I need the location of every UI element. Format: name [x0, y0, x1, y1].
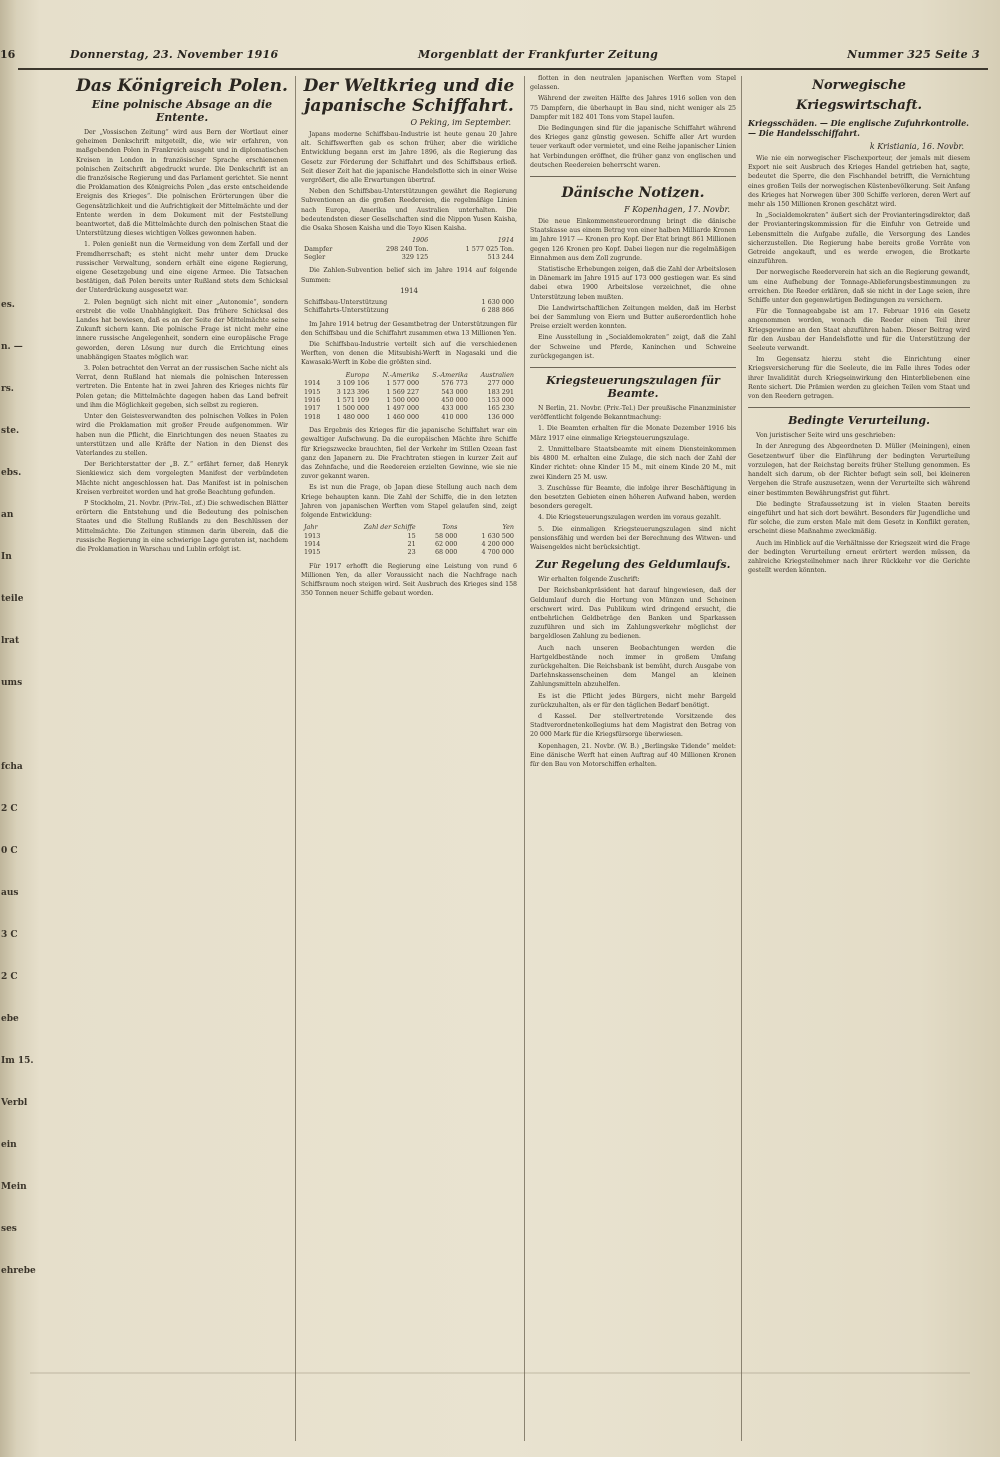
table-cell: Dampfer [304, 244, 333, 253]
article-dateline: O Peking, im September. [410, 118, 511, 127]
paragraph: 4. Die Kriegsteuerungszulagen werden im voraus gezahlt. [538, 514, 721, 522]
table-cell: 4 700 000 [481, 548, 514, 557]
paragraph: Der Reichsbankpräsident hat darauf hingewiesen, daß der Geldumlauf durch die Hortung von Münzen und Scheinen erschwert wird. Das Publikum wird dringend ersucht, die entbehrlichen Geldbeträge den Banken und Sparkassen zuzuführen und sich im Zahlungsverkehr möglichst der bargeldlosen Zahlung zu bedienen. [530, 587, 736, 641]
table-cell: 298 240 Ton. [386, 244, 429, 253]
table-row [301, 388, 517, 396]
paragraph: In der Anregung des Abgeordneten D. Müller (Meiningen), einen Gesetzentwurf über die Einführung der bedingten Verurteilung vorzulegen, hat der Reichstag bereits früher Stellung genommen. Es handelt sich darum, ob der Richter befugt sein soll, bei kleineren Vergehen die Strafe auszusetzen, wenn der Verurteilte sich während einer bestimmten Bewährungsfrist gut führt. [748, 443, 970, 497]
table-row [301, 540, 517, 548]
paragraph: Wir erhalten folgende Zuschrift: [538, 576, 640, 584]
table-cell: 1917 [304, 404, 321, 413]
column-3 [530, 74, 736, 1444]
edge-text-fragment: 0 C [1, 846, 18, 856]
table-cell: 1914 [304, 379, 321, 388]
edge-text-fragment: Im 15. [1, 1056, 34, 1066]
table-header-cell: Australien [480, 370, 514, 379]
table-cell: 23 [407, 548, 416, 557]
table-cell: 1 577 025 Ton. [465, 244, 514, 253]
article-body [530, 74, 736, 170]
table-header-cell: Jahr [304, 523, 318, 532]
table-cell: 153 000 [487, 395, 514, 404]
edge-text-fragment: teile [1, 594, 24, 604]
table-cell: 450 000 [441, 395, 468, 404]
table-cell: 21 [407, 539, 416, 548]
table-cell: 58 000 [434, 531, 458, 540]
paragraph: Das Ergebnis des Krieges für die japanische Schiffahrt war ein gewaltiger Aufschwung. Da die europäischen Mächte ihre Schiffe für Kriegszwecke brauchten, fiel der Verkehr im Stillen Ozean fast ganz den Japanern zu. Die Frachtraten stiegen in kurzer Zeit auf das Zehnfache, und die Reedereien erzielten Gewinne, wie sie nie zuvor gekannt waren. [301, 427, 517, 481]
paragraph: Während der zweiten Hälfte des Jahres 1916 sollen von den 75 Dampfern, die überhaupt in Bau sind, nicht weniger als 25 Dampfer mit 182 401 Tons vom Stapel laufen. [530, 95, 736, 121]
paragraph: Neben den Schiffsbau-Unterstützungen gewährt die Regierung Subventionen an die großen Reedereien, die regelmäßige Linien nach Europa, Amerika und Australien unterhalten. Die bedeutendsten dieser Gesellschaften sind die Nippon Yusen Kaisha, die Osaka Shosen Kaisha und die Toyo Kisen Kaisha. [301, 188, 517, 233]
paragraph: N Berlin, 21. Novbr. (Priv.-Tel.) Der preußische Finanzminister veröffentlicht folgende Bekanntmachung: [530, 405, 736, 422]
table-cell: 3 109 106 [336, 379, 370, 388]
subsidy-table [301, 298, 517, 315]
article-subhead: Eine polnische Absage an die Entente. [91, 98, 273, 124]
edge-text-fragment: n. — [1, 342, 23, 352]
article-body [748, 154, 970, 401]
adjacent-page-edge [0, 0, 36, 1457]
divider [530, 367, 736, 368]
paragraph: Der „Vossischen Zeitung“ wird aus Bern der Wortlaut einer geheimen Denkschrift mitgeteilt, die, wie wir erfahren, von maßgebenden Polen in Frankreich ausgeht und in diplomatischen Kreisen in London in französischer Sprache erschienenen polnischen Zeitschrift abgedruckt wurde. Die Denkschrift ist an die französische Regierung und das Parlament gerichtet. Sie nennt die Proklamation des Königreichs Polen „das erste entscheidende Ereignis des Krieges“. Die polnischen Erörterungen über die Gegensätzlichkeit und die Aufrichtigkeit der Mittelmächte und der Entente werden in dem Dokument mit der Feststellung beantwortet, daß die Mittelmächte durch den polnischen Staat die Unterstützung dieses wichtigen Volkes gewonnen haben. [76, 129, 288, 238]
edge-text-fragment: In [1, 552, 12, 562]
table-cell: 1 630 500 [481, 531, 514, 540]
paragraph: Statistische Erhebungen zeigen, daß die Zahl der Arbeitslosen in Dänemark im Jahre 1915 auf 173 000 gestiegen war. Es sind dabei etwa 1900 Arbeitslose verzeichnet, die ohne Unterstützung leben mußten. [530, 266, 736, 301]
paragraph: Die neue Einkommensteuerordnung bringt die dänische Staatskasse aus einem Betrag von einer halben Milliarde Kronen im Jahre 1917 — Kronen pro Kopf. Der Etat bringt 861 Millionen gegen 126 Kronen pro Kopf. Dabei liegen nur die regelmäßigen Einnahmen aus dem Zoll zugrunde. [530, 218, 736, 262]
table-row [301, 404, 517, 412]
table-cell: 1915 [304, 548, 321, 557]
table-cell: 1 500 000 [336, 404, 370, 413]
header-date: Donnerstag, 23. November 1916 [70, 48, 279, 61]
paragraph: Unter den Geistesverwandten des polnischen Volkes in Polen wird die Proklamation mit großer Freude aufgenommen. Wir haben nun die Pflicht, die Einrichtungen des neuen Staates zu unterstützen und alle Kräfte der Nation in den Dienst des Vaterlandes zu stellen. [76, 413, 288, 457]
table-cell: 1913 [304, 531, 321, 540]
paragraph: 5. Die einmaligen Kriegsteuerungszulagen sind nicht pensionsfähig und werden bei der Berechnung des Witwen- und Waisengeldes nicht berücksichtigt. [530, 525, 736, 551]
table-row [301, 379, 517, 387]
article-dateline: F Kopenhagen, 17. Novbr. [624, 205, 730, 215]
table-header-cell: 1914 [497, 236, 514, 245]
paragraph: Im Gegensatz hierzu steht die Einrichtung einer Kriegsversicherung für die Seeleute, die im Falle ihres Todes oder ihrer Invalidität durch Kriegseinwirkung den Hinterbliebenen eine Rente sichert. Die Prämien werden zu gleichen Teilen vom Staat und von den Reedern getragen. [748, 356, 970, 401]
edge-text-fragment: ebs. [1, 468, 22, 478]
article-headline: Das Königreich Polen. [76, 76, 288, 96]
article-body [530, 217, 736, 361]
trade-routes-table [301, 371, 517, 421]
article-headline: Zur Regelung des Geldumlaufs. [535, 558, 731, 572]
table-cell: 15 [407, 531, 416, 540]
paragraph: Auch im Hinblick auf die Verhältnisse der Kriegszeit wird die Frage der bedingten Verurteilung erneut erörtert werden müssen, da zahlreiche Kriegsteilnehmer nach ihrer Rückkehr vor die Gerichte gestellt werden könnten. [748, 539, 970, 575]
edge-text-fragment: lrat [1, 636, 20, 646]
header-issue-page: Nummer 325 Seite 3 [847, 48, 980, 61]
paragraph: Der norwegische Reederverein hat sich an die Regierung gewandt, um eine Aufhebung der Tonnage-Ablieferungsbestimmungen zu erreichen. Die Reeder erklären, daß sie nicht in der Lage seien, ihre Schiffe unter den gegenwärtigen Bedingungen zu versichern. [748, 269, 970, 305]
table-cell: 4 200 000 [481, 539, 514, 548]
table-cell: 3 123 396 [336, 387, 370, 396]
table-cell: 183 291 [487, 387, 514, 396]
table-header-cell [301, 371, 327, 379]
shipbuilding-table [301, 523, 517, 557]
paragraph: flotten in den neutralen japanischen Werften vom Stapel gelassen. [530, 75, 736, 92]
table-cell: 1 577 000 [386, 379, 420, 388]
article-body [530, 404, 736, 552]
left-page-number-fragment: 16 [0, 48, 16, 61]
edge-text-fragment: 2 C [1, 804, 18, 814]
divider [530, 176, 736, 177]
paragraph: 2. Polen begnügt sich nicht mit einer „Autonomie“, sondern erstrebt die volle Unabhängigkeit. Das frühere Schicksal des Landes hat bewiesen, daß es an der Seite der Mittelmächte seine Zukunft sichern kann. Die polnische Frage ist nicht mehr eine innere russische Angelegenheit, sondern eine europäische Frage geworden, deren Lösung nur durch die Errichtung eines unabhängigen Staates möglich war. [76, 298, 288, 361]
table-header-cell: S.-Amerika [432, 370, 468, 379]
table-cell: 1914 [304, 539, 321, 548]
edge-text-fragment: aus [1, 888, 19, 898]
table-cell: 576 773 [441, 379, 468, 388]
table-header-cell: Europa [345, 370, 370, 379]
table-header-cell: 1906 [411, 236, 429, 245]
table-cell: 6 288 866 [481, 306, 514, 315]
paragraph: d Kassel. Der stellvertretende Vorsitzende des Stadtverordnetenkollegiums hat dem Magistrat den Betrag von 20 000 Mark für die Kriegsfürsorge überwiesen. [530, 712, 736, 739]
table-cell: Schiffahrts-Unterstützung [304, 306, 389, 315]
paragraph: Eine Ausstellung in „Socialdemokraten“ zeigt, daß die Zahl der Schweine und Pferde, Kaninchen und Schweine zurückgegangen ist. [530, 334, 736, 360]
paragraph: Japans moderne Schiffsbau-Industrie ist heute genau 20 Jahre alt. Schiffswerften gab es schon früher, aber die wirkliche Entwicklung begann erst im Jahre 1896, als die Regierung das Gesetz zur Förderung der Schiffahrt und des Schiffsbaus erließ. Seit dieser Zeit hat die japanische Handelsflotte sich in einer Weise vergrößert, die alle Erwartungen übertraf. [301, 131, 517, 185]
table-row [301, 548, 517, 556]
article-body [301, 130, 517, 233]
fleet-tonnage-table [301, 236, 517, 261]
table-row [301, 253, 517, 261]
paragraph: Die Bedingungen sind für die japanische Schiffahrt während des Krieges ganz günstig gewesen. Schiffe aller Art wurden teuer verkauft oder vermietet, und eine Reihe japanischer Linien hat Verbindungen eröffnet, die früher ganz von englischen und deutschen Reedereien beherrscht waren. [530, 125, 736, 169]
edge-text-fragment: ein [1, 1140, 17, 1150]
edge-text-fragment: ehrebe [1, 1266, 36, 1276]
article-headline: Dänische Notizen. [561, 185, 705, 202]
table-cell: 68 000 [434, 548, 458, 557]
table-header-cell: Tons [442, 523, 458, 532]
table-cell: 543 000 [441, 387, 468, 396]
table-row [301, 306, 517, 314]
paragraph: 3. Zuschüsse für Beamte, die infolge ihrer Beschäftigung in den besetzten Gebieten einen höheren Aufwand haben, werden besonders geregelt. [530, 484, 736, 511]
paragraph: 1. Polen genießt nun die Vermeidung von dem Zerfall und der Fremdherrschaft; es steht nicht mehr unter dem Drucke russischer Verwaltung, sondern erhält eine eigene Regierung, eigene Gesetzgebung und eine eigene Armee. Die Tatsachen bestätigen, daß Polen bereits unter Rußland stets dem Schicksal der Unterdrückung ausgesetzt war. [76, 241, 288, 295]
paragraph: Die bedingte Strafaussetzung ist in vielen Staaten bereits eingeführt und hat sich dort bewährt. Besonders für Jugendliche und für solche, die zum ersten Male mit dem Gesetz in Konflikt geraten, erscheint diese Maßnahme zweckmäßig. [748, 500, 970, 536]
paragraph: Die Schiffsbau-Industrie verteilt sich auf die verschiedenen Werften, von denen die Mitsubishi-Werft in Nagasaki und die Kawasaki-Werft in Kobe die größten sind. [301, 341, 517, 367]
table-header-cell: N.-Amerika [382, 370, 420, 379]
edge-text-fragment: Mein [1, 1182, 27, 1192]
paragraph: Im Jahre 1914 betrug der Gesamtbetrag der Unterstützungen für den Schiffsbau und die Schiffahrt zusammen etwa 13 Millionen Yen. [301, 320, 517, 337]
paragraph: In „Socialdemokraten“ äußert sich der Provianteringsdirektor, daß der Provianteringskommission für die Einfuhr von Getreide und Lebensmitteln die Aufgabe zufalle, die Versorgung des Landes sicherzustellen. Die Regierung habe bereits große Vorräte von Getreide angekauft, und es werde erwogen, die Brotkarte einzuführen. [748, 212, 970, 266]
table-cell: 1915 [304, 387, 321, 396]
table-cell: 513 244 [487, 253, 514, 262]
table-header-cell: Yen [502, 523, 514, 532]
paper-crease [30, 1372, 970, 1374]
table-cell: Schiffsbau-Unterstützung [304, 297, 388, 306]
edge-text-fragment: es. [1, 300, 15, 310]
article-headline: Kriegsteuerungszulagen für Beamte. [546, 374, 720, 401]
paragraph: 3. Polen betrachtet den Verrat an der russischen Sache nicht als Verrat, denn Rußland hat niemals die polnischen Interessen vertreten. Die Entente hat in zwei Jahren des Krieges nichts für Polen getan; die Mittelmächte dagegen haben das Land befreit und ihm die Möglichkeit gegeben, sich selbst zu regieren. [76, 365, 288, 409]
edge-text-fragment: ums [1, 678, 23, 688]
column-4 [748, 74, 970, 1444]
column-1 [76, 74, 288, 1444]
table-row [301, 245, 517, 253]
edge-text-fragment: Verbl [1, 1098, 28, 1108]
edge-text-fragment: 2 C [1, 972, 18, 982]
table-cell: 62 000 [434, 539, 458, 548]
table-header-cell: Zahl der Schiffe [363, 523, 416, 532]
table-cell: 433 000 [441, 404, 468, 413]
column-rule [295, 76, 296, 1441]
paragraph: Auch nach unseren Beobachtungen werden die Hartgeldbestände noch immer in großem Umfang zurückgehalten. Die Reichsbank ist bemüht, durch Ausgabe von Darlehnskassenscheinen dem Mangel an kleinen Zahlungsmitteln abzuhelfen. [530, 644, 736, 689]
paragraph: Es ist die Pflicht jedes Bürgers, nicht mehr Bargeld zurückzuhalten, als er für den täglichen Bedarf benötigt. [530, 692, 736, 709]
table-row [301, 413, 517, 421]
table-cell: 1 497 000 [386, 404, 420, 413]
paragraph: Es ist nun die Frage, ob Japan diese Stellung auch nach dem Kriege behaupten kann. Die Zahl der Schiffe, die in den letzten Jahren von japanischen Werften vom Stapel gelaufen sind, zeigt folgende Entwicklung: [301, 484, 517, 519]
paragraph: Für 1917 erhofft die Regierung eine Leistung von rund 6 Millionen Yen, da aller Voraussicht nach die Nachfrage nach Schiffsraum noch steigen wird. Seit Ausbruch des Krieges sind 158 350 Tonnen neuer Schiffe gebaut worden. [301, 562, 517, 598]
article-headline: Der Weltkrieg und die japanische Schiffahrt. [303, 76, 515, 116]
edge-text-fragment: fcha [1, 762, 23, 772]
table-cell: 329 125 [401, 253, 429, 262]
paragraph: 1. Die Beamten erhalten für die Monate Dezember 1916 bis März 1917 eine einmalige Kriegsteuerungszulage. [530, 425, 736, 442]
paragraph: Die Landwirtschaftlichen Zeitungen melden, daß im Herbst bei der Sammlung von Eiern und Butter außerordentlich hohe Preise erzielt werden konnten. [530, 304, 736, 331]
article-headline: Bedingte Verurteilung. [788, 414, 930, 428]
table-row [301, 532, 517, 540]
paragraph: Die Zahlen-Subvention belief sich im Jahre 1914 auf folgende Summen: [301, 267, 517, 284]
paragraph: Von juristischer Seite wird uns geschrieben: [756, 432, 896, 440]
edge-text-fragment: rs. [1, 384, 14, 394]
page-header [18, 44, 988, 70]
paragraph: Der Berichterstatter der „B. Z.“ erfährt ferner, daß Henryk Sienkiewicz sich dem vorgelegten Manifest der verbündeten Mächte nicht angeschlossen hat. Das Manifest ist in polnischen Kreisen verbreitet worden und hat große Beachtung gefunden. [76, 461, 288, 496]
table-cell: 277 000 [487, 379, 514, 388]
article-dateline: k Kristiania, 16. Novbr. [869, 142, 964, 151]
article-body [530, 575, 736, 769]
paragraph: P Stockholm, 21. Novbr. (Priv.-Tel., zf.) Die schwedischen Blätter erörtern die Entstehung und die Bedeutung des polnischen Staates und die Stellung Rußlands zu den Beschlüssen der Mittelmächte. Die Zeitungen stimmen darin überein, daß die russische Regierung in eine schwierige Lage geraten ist, nachdem die Proklamation in Warschau und Lublin erfolgt ist. [76, 499, 288, 553]
table-title: 1914 [400, 286, 418, 295]
header-masthead: Morgenblatt der Frankfurter Zeitung [418, 48, 659, 61]
table-cell: 1 571 109 [336, 395, 370, 404]
article-subhead: Kriegsschäden. — Die englische Zufuhrkontrolle. — Die Handelsschiffahrt. [748, 118, 969, 138]
paragraph: 2. Unmittelbare Staatsbeamte mit einem Diensteinkommen bis 4800 M. erhalten eine Zulage, die sich nach der Zahl der Kinder richtet: ohne Kinder 15 M., mit einem Kinde 20 M., mit zwei Kindern 25 M. usw. [530, 445, 736, 481]
divider [748, 407, 970, 408]
table-cell: 1 460 000 [386, 412, 420, 421]
table-cell: 410 000 [441, 412, 468, 421]
edge-text-fragment: ebe [1, 1014, 19, 1024]
edge-text-fragment: 3 C [1, 930, 18, 940]
table-cell: 1918 [304, 412, 321, 421]
table-cell: Segler [304, 253, 326, 262]
article-body [76, 128, 288, 554]
paragraph: Für die Tonnageabgabe ist am 17. Februar 1916 ein Gesetz angenommen worden, wonach die Reeder einen Teil ihrer Kriegsgewinne an den Staat abzuführen haben. Dieser Beitrag wird für den Ausbau der Handelsflotte und für die Unterstützung der Seeleute verwandt. [748, 308, 970, 353]
edge-text-fragment: an [1, 510, 14, 520]
column-rule [524, 76, 525, 1441]
edge-text-fragment: ses [1, 1224, 17, 1234]
table-row [301, 396, 517, 404]
table-row [301, 298, 517, 306]
table-cell: 1 480 000 [336, 412, 370, 421]
paragraph: Kopenhagen, 21. Novbr. (W. B.) „Berlingske Tidende“ meldet: Eine dänische Werft hat einen Auftrag auf 40 Millionen Kronen für den Bau von Motorschiffen erhalten. [530, 742, 736, 768]
article-headline: Norwegische Kriegswirtschaft. [796, 78, 922, 113]
table-header-cell [301, 236, 355, 244]
column-2 [301, 74, 517, 1444]
article-body [748, 431, 970, 575]
table-cell: 136 000 [487, 412, 514, 421]
table-cell: 1 630 000 [481, 297, 514, 306]
column-rule [741, 76, 742, 1441]
edge-text-fragment: ste. [1, 426, 20, 436]
table-cell: 165 230 [487, 404, 514, 413]
table-cell: 1 569 227 [386, 387, 420, 396]
paragraph: Wie nie ein norwegischer Fischexporteur, der jemals mit diesem Export nie seit Ausbruch des Krieges Handel getrieben hat, sagte, bedeutet die Sperre, die den Fischhandel betrifft, die Vernichtung eines großen Teils der norwegischen Küstenbevölkerung. Seit Anfang des Krieges hat Norwegen über 300 Schiffe verloren, deren Wert auf mehr als 150 Millionen Kronen geschätzt wird. [748, 155, 970, 209]
table-cell: 1916 [304, 395, 321, 404]
table-cell: 1 500 000 [386, 395, 420, 404]
